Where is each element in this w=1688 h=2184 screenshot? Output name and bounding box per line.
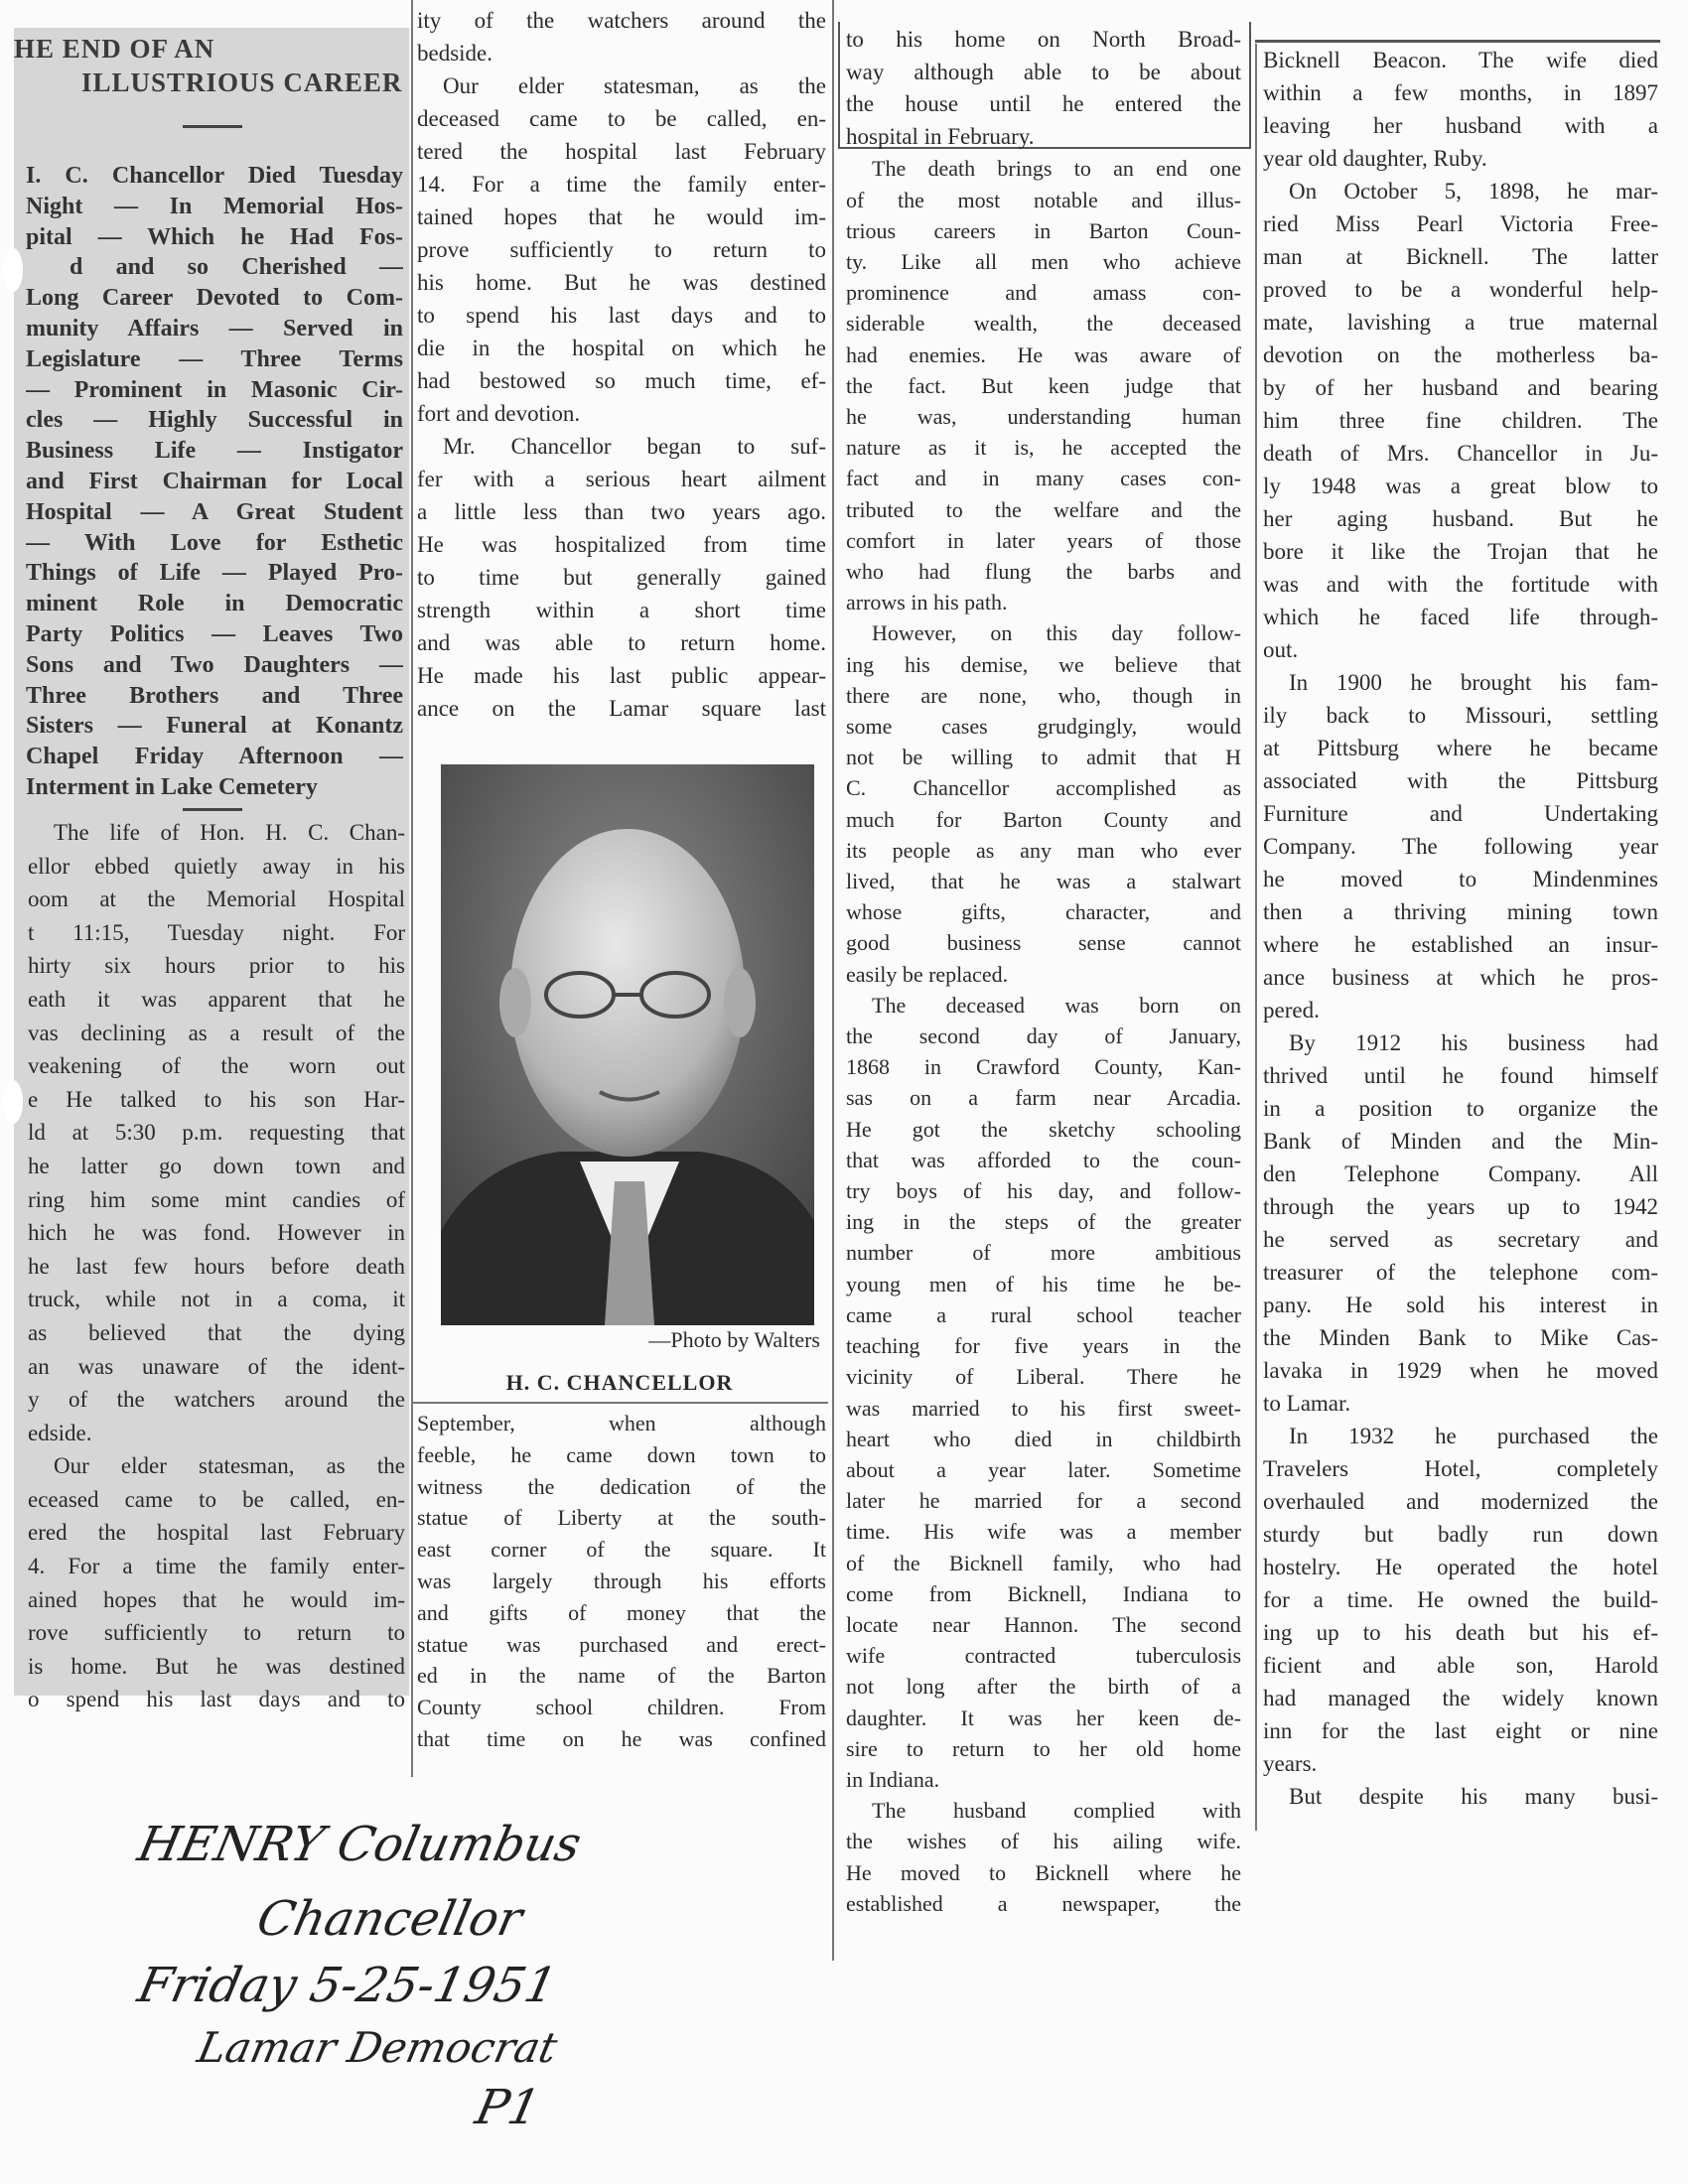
text-line: devotion on the motherless ba-: [1263, 342, 1658, 367]
text-line: inn for the last eight or nine: [1263, 1718, 1658, 1743]
column-2-bottom: [417, 1408, 826, 1755]
text-line: den Telephone Company. All: [1263, 1161, 1658, 1186]
text-line: he was, understanding human: [846, 404, 1241, 429]
text-line: Company. The following year: [1263, 834, 1658, 859]
text-line: But despite his many busi-: [1289, 1784, 1658, 1809]
text-line: fort and devotion.: [417, 401, 581, 426]
deck-line: d and so Cherished —: [70, 254, 403, 281]
text-line: ing in the steps of the greater: [846, 1209, 1241, 1235]
text-line: ficient and able son, Harold: [1263, 1653, 1658, 1678]
text-line: was married to his first sweet-: [846, 1395, 1241, 1421]
text-line: some cases grudgingly, would: [846, 714, 1241, 740]
deck-line: Hospital — A Great Student: [26, 498, 403, 525]
deck-line: munity Affairs — Served in: [26, 315, 403, 341]
text-line: ried Miss Pearl Victoria Free-: [1263, 211, 1658, 236]
text-line: his home. But he was destined: [417, 270, 826, 295]
text-line: he served as secretary and: [1263, 1227, 1658, 1252]
text-line: On October 5, 1898, he mar-: [1289, 179, 1658, 204]
photo-block: [411, 730, 828, 1405]
text-line: The husband complied with: [872, 1798, 1241, 1824]
text-line: arrows in his path.: [846, 590, 1008, 615]
handwritten-date: Friday 5-25-1951: [133, 1958, 562, 2013]
text-line: thrived until he found himself: [1263, 1063, 1658, 1088]
text-line: September, when although: [417, 1411, 826, 1435]
text-line: then a thriving mining town: [1263, 899, 1658, 924]
text-line: The life of Hon. H. C. Chan-: [54, 820, 405, 845]
text-line: not be willing to admit that H: [846, 745, 1241, 770]
divider: [1255, 40, 1660, 43]
deck-line: Things of Life — Played Pro-: [26, 560, 403, 587]
text-line: by of her husband and bearing: [1263, 375, 1658, 400]
photo-caption-name: H. C. CHANCELLOR: [505, 1370, 734, 1395]
text-line: the Minden Bank to Mike Cas-: [1263, 1325, 1658, 1350]
text-line: to time but generally gained: [417, 565, 826, 590]
text-line: come from Bicknell, Indiana to: [846, 1580, 1241, 1606]
text-line: ed in the name of the Barton: [417, 1663, 826, 1689]
deck-line: I. C. Chancellor Died Tuesday: [26, 163, 403, 189]
text-line: eath it was apparent that he: [28, 986, 405, 1012]
text-line: 1868 in Crawford County, Kan-: [846, 1054, 1241, 1080]
text-line: locate near Hannon. The second: [846, 1611, 1241, 1637]
text-line: hich he was fond. However in: [28, 1220, 405, 1246]
text-line: had enemies. He was aware of: [846, 341, 1241, 367]
text-line: established a newspaper, the: [846, 1890, 1241, 1916]
text-line: Bank of Minden and the Min-: [1263, 1129, 1658, 1154]
text-line: ly 1948 was a great blow to: [1263, 474, 1658, 498]
headline-line-2: ILLUSTRIOUS CAREER: [81, 68, 403, 97]
deck-line: — Prominent in Masonic Cir-: [26, 376, 403, 403]
subheadline-deck: [26, 161, 403, 803]
text-line: lived, that he was a stalwart: [846, 869, 1241, 894]
column-2-top: [417, 4, 826, 725]
text-line: vas declining as a result of the: [28, 1020, 405, 1045]
text-line: ty. Like all men who achieve: [846, 248, 1241, 274]
text-line: County school children. From: [417, 1695, 826, 1720]
text-line: out.: [1263, 637, 1299, 662]
text-line: statue was purchased and erect-: [417, 1631, 826, 1657]
deck-line: pital — Which he Had Fos-: [26, 223, 403, 250]
text-line: had bestowed so much time, ef-: [417, 368, 826, 393]
text-line: years.: [1263, 1751, 1318, 1776]
text-line: he latter go down town and: [28, 1153, 405, 1178]
text-line: bedside.: [417, 41, 493, 66]
text-line: man at Bicknell. The latter: [1263, 244, 1658, 269]
deck-line: and First Chairman for Local: [26, 468, 403, 494]
photo-credit: —Photo by Walters: [648, 1327, 820, 1352]
text-line: about a year later. Sometime: [846, 1456, 1241, 1482]
text-line: hostelry. He operated the hotel: [1263, 1555, 1658, 1579]
text-line: witness the dedication of the: [417, 1473, 826, 1499]
text-line: was largely through his efforts: [417, 1568, 826, 1593]
text-line: o spend his last days and to: [28, 1687, 405, 1712]
text-line: for a time. He owned the build-: [1263, 1587, 1658, 1612]
text-line: mate, lavishing a true maternal: [1263, 310, 1658, 335]
text-line: pany. He sold his interest in: [1263, 1293, 1658, 1317]
text-line: Our elder statesman, as the: [443, 73, 826, 98]
text-line: much for Barton County and: [846, 806, 1241, 832]
text-line: He moved to Bicknell where he: [846, 1859, 1241, 1885]
text-line: death of Mrs. Chancellor in Ju-: [1263, 441, 1658, 466]
text-line: was and with the fortitude with: [1263, 572, 1658, 597]
text-line: The death brings to an end one: [872, 156, 1241, 182]
text-line: daughter. It was her keen de-: [846, 1705, 1241, 1730]
text-line: hospital in February.: [846, 123, 1035, 149]
text-line: heart who died in childbirth: [846, 1426, 1241, 1451]
text-line: ily back to Missouri, settling: [1263, 703, 1658, 728]
text-line: pered.: [1263, 998, 1320, 1023]
text-line: e He talked to his son Har-: [28, 1086, 405, 1112]
text-line: overhauled and modernized the: [1263, 1489, 1658, 1514]
deck-line: Long Career Devoted to Com-: [26, 285, 403, 312]
text-line: had managed the widely known: [1263, 1686, 1658, 1710]
text-line: In 1900 he brought his fam-: [1289, 670, 1658, 695]
text-line: strength within a short time: [417, 598, 826, 622]
deck-line: — With Love for Esthetic: [26, 529, 403, 556]
text-line: there are none, who, though in: [846, 682, 1241, 708]
text-line: ance business at which he pros-: [1263, 965, 1658, 990]
text-line: the fact. But keen judge that: [846, 372, 1241, 398]
text-line: ing up to his death but his ef-: [1263, 1620, 1658, 1645]
text-line: ity of the watchers around the: [417, 8, 826, 33]
text-line: he last few hours before death: [28, 1253, 405, 1279]
text-line: where he established an insur-: [1263, 932, 1658, 957]
divider: [411, 1402, 828, 1404]
text-line: fer with a serious heart ailment: [417, 467, 826, 491]
text-line: The deceased was born on: [872, 992, 1241, 1018]
deck-line: Chapel Friday Afternoon —: [26, 744, 403, 770]
text-line: eceased came to be called, en-: [28, 1486, 405, 1512]
text-line: 4. For a time the family enter-: [28, 1554, 405, 1579]
text-line: Furniture and Undertaking: [1263, 801, 1658, 826]
text-line: comfort in later years of those: [846, 527, 1241, 553]
text-line: ellor ebbed quietly away in his: [28, 853, 405, 879]
text-line: the wishes of his ailing wife.: [846, 1829, 1241, 1854]
text-line: an was unaware of the ident-: [28, 1353, 405, 1379]
text-line: not long after the birth of a: [846, 1674, 1241, 1700]
text-line: who had flung the barbs and: [846, 559, 1241, 585]
text-line: statue of Liberty at the south-: [417, 1505, 826, 1531]
text-line: However, on this day follow-: [872, 620, 1241, 646]
handwritten-surname: Chancellor: [252, 1891, 527, 1947]
text-line: way although able to be about: [846, 59, 1241, 84]
column-4: [1263, 44, 1658, 1813]
text-line: tained hopes that he would im-: [417, 205, 826, 229]
text-line: sire to return to her old home: [846, 1735, 1241, 1761]
text-line: leaving her husband with a: [1263, 113, 1658, 138]
text-line: through the years up to 1942: [1263, 1194, 1658, 1219]
text-line: number of more ambitious: [846, 1240, 1241, 1266]
deck-line: Party Politics — Leaves Two: [26, 620, 403, 647]
text-line: teaching for five years in the: [846, 1333, 1241, 1359]
deck-line: Night — In Memorial Hos-: [26, 193, 403, 219]
text-line: proved to be a wonderful help-: [1263, 277, 1658, 302]
text-line: sturdy but badly run down: [1263, 1522, 1658, 1547]
text-line: to his home on North Broad-: [846, 27, 1241, 52]
text-line: y of the watchers around the: [28, 1387, 405, 1413]
text-line: Bicknell Beacon. The wife died: [1263, 48, 1658, 72]
column-rule: [832, 0, 834, 1961]
text-line: ing his demise, we believe that: [846, 651, 1241, 677]
text-line: He got the sketchy schooling: [846, 1116, 1241, 1142]
portrait-photo: [441, 764, 814, 1325]
text-line: Mr. Chancellor began to suf-: [443, 434, 826, 459]
text-line: and was able to return home.: [417, 630, 826, 655]
text-line: die in the hospital on which he: [417, 336, 826, 360]
text-line: lavaka in 1929 when he moved: [1263, 1358, 1658, 1383]
text-line: Travelers Hotel, completely: [1263, 1456, 1658, 1481]
text-line: hirty six hours prior to his: [28, 953, 405, 979]
text-line: t 11:15, Tuesday night. For: [28, 919, 405, 945]
text-line: truck, while not in a coma, it: [28, 1287, 405, 1312]
text-line: try boys of his day, and follow-: [846, 1178, 1241, 1204]
deck-line: Sons and Two Daughters —: [26, 651, 403, 678]
text-line: that time on he was confined: [417, 1725, 826, 1751]
handwritten-source: Lamar Democrat: [193, 2023, 562, 2072]
text-line: Our elder statesman, as the: [54, 1453, 405, 1479]
text-line: fact and in many cases con-: [846, 466, 1241, 491]
text-line: He made his last public appear-: [417, 663, 826, 688]
text-line: later he married for a second: [846, 1488, 1241, 1514]
text-line: ring him some mint candies of: [28, 1186, 405, 1212]
text-line: time. His wife was a member: [846, 1519, 1241, 1545]
text-line: whose gifts, character, and: [846, 899, 1241, 925]
text-line: oom at the Memorial Hospital: [28, 887, 405, 912]
deck-line: cles — Highly Successful in: [26, 407, 403, 434]
text-line: feeble, he came down town to: [417, 1441, 826, 1467]
text-line: young men of his time he be-: [846, 1271, 1241, 1297]
text-line: ance on the Lamar square last: [417, 696, 826, 721]
column-1: [14, 28, 409, 1712]
text-line: came a rural school teacher: [846, 1301, 1241, 1327]
text-line: good business sense cannot: [846, 930, 1241, 956]
handwritten-name: HENRY Columbus: [133, 1817, 587, 1872]
text-line: is home. But he was destined: [28, 1653, 405, 1679]
text-line: within a few months, in 1897: [1263, 80, 1658, 105]
text-line: the house until he entered the: [846, 91, 1241, 117]
headline-line-1: HE END OF AN: [14, 34, 215, 64]
text-line: of the Bicknell family, who had: [846, 1550, 1241, 1575]
text-line: prove sufficiently to return to: [417, 237, 826, 262]
text-line: to Lamar.: [1263, 1391, 1351, 1416]
text-line: easily be replaced.: [846, 961, 1009, 987]
text-line: which he faced life through-: [1263, 605, 1658, 629]
deck-line: Sisters — Funeral at Konantz: [26, 713, 403, 740]
handwritten-page: P1: [471, 2080, 545, 2135]
text-line: By 1912 his business had: [1289, 1030, 1658, 1055]
text-line: and gifts of money that the: [417, 1599, 826, 1625]
text-line: treasurer of the telephone com-: [1263, 1260, 1658, 1285]
text-line: He was hospitalized from time: [417, 532, 826, 557]
text-line: prominence and amass con-: [846, 280, 1241, 306]
column-rule: [1255, 44, 1257, 1831]
text-line: at Pittsburg where he became: [1263, 736, 1658, 760]
text-line: deceased came to be called, en-: [417, 106, 826, 131]
text-line: east corner of the square. It: [417, 1537, 826, 1563]
text-line: as believed that the dying: [28, 1319, 405, 1345]
column-3: [846, 24, 1241, 1919]
deck-line: Three Brothers and Three: [26, 682, 403, 709]
text-line: of the most notable and illus-: [846, 187, 1241, 212]
deck-line: minent Role in Democratic: [26, 591, 403, 617]
text-line: ered the hospital last February: [28, 1520, 405, 1546]
text-line: to spend his last days and to: [417, 303, 826, 328]
divider: [183, 808, 242, 811]
text-line: its people as any man who ever: [846, 837, 1241, 863]
text-line: nature as it is, he accepted the: [846, 435, 1241, 461]
text-line: tered the hospital last February: [417, 139, 826, 164]
text-line: ained hopes that he would im-: [28, 1586, 405, 1612]
text-line: a little less than two years ago.: [417, 499, 826, 524]
text-line: her aging husband. But he: [1263, 506, 1658, 531]
column-1-body: [28, 816, 405, 1716]
text-line: 14. For a time the family enter-: [417, 172, 826, 197]
text-line: him three fine children. The: [1263, 408, 1658, 433]
text-line: veakening of the worn out: [28, 1053, 405, 1079]
deck-line: Business Life — Instigator: [26, 438, 403, 465]
text-line: trious careers in Barton Coun-: [846, 217, 1241, 243]
text-line: C. Chancellor accomplished as: [846, 775, 1241, 801]
divider: [183, 125, 242, 128]
deck-line: Legislature — Three Terms: [26, 345, 403, 372]
punch-hole-blot: [3, 248, 23, 292]
deck-line: Interment in Lake Cemetery: [26, 773, 318, 800]
text-line: year old daughter, Ruby.: [1263, 146, 1487, 171]
text-line: associated with the Pittsburg: [1263, 768, 1658, 793]
text-line: in a position to organize the: [1263, 1096, 1658, 1121]
text-line: wife contracted tuberculosis: [846, 1643, 1241, 1669]
text-line: the second day of January,: [846, 1024, 1241, 1049]
text-line: vicinity of Liberal. There he: [846, 1364, 1241, 1390]
punch-hole-blot: [3, 1080, 23, 1124]
text-line: that was afforded to the coun-: [846, 1147, 1241, 1172]
text-line: he moved to Mindenmines: [1263, 867, 1658, 891]
text-line: in Indiana.: [846, 1766, 940, 1792]
text-line: tributed to the welfare and the: [846, 496, 1241, 522]
text-line: ld at 5:30 p.m. requesting that: [28, 1120, 405, 1146]
text-line: bore it like the Trojan that he: [1263, 539, 1658, 564]
text-line: edside.: [28, 1420, 92, 1445]
text-line: rove sufficiently to return to: [28, 1620, 405, 1646]
text-line: sas on a farm near Arcadia.: [846, 1085, 1241, 1111]
text-line: siderable wealth, the deceased: [846, 311, 1241, 337]
text-line: In 1932 he purchased the: [1289, 1424, 1658, 1448]
